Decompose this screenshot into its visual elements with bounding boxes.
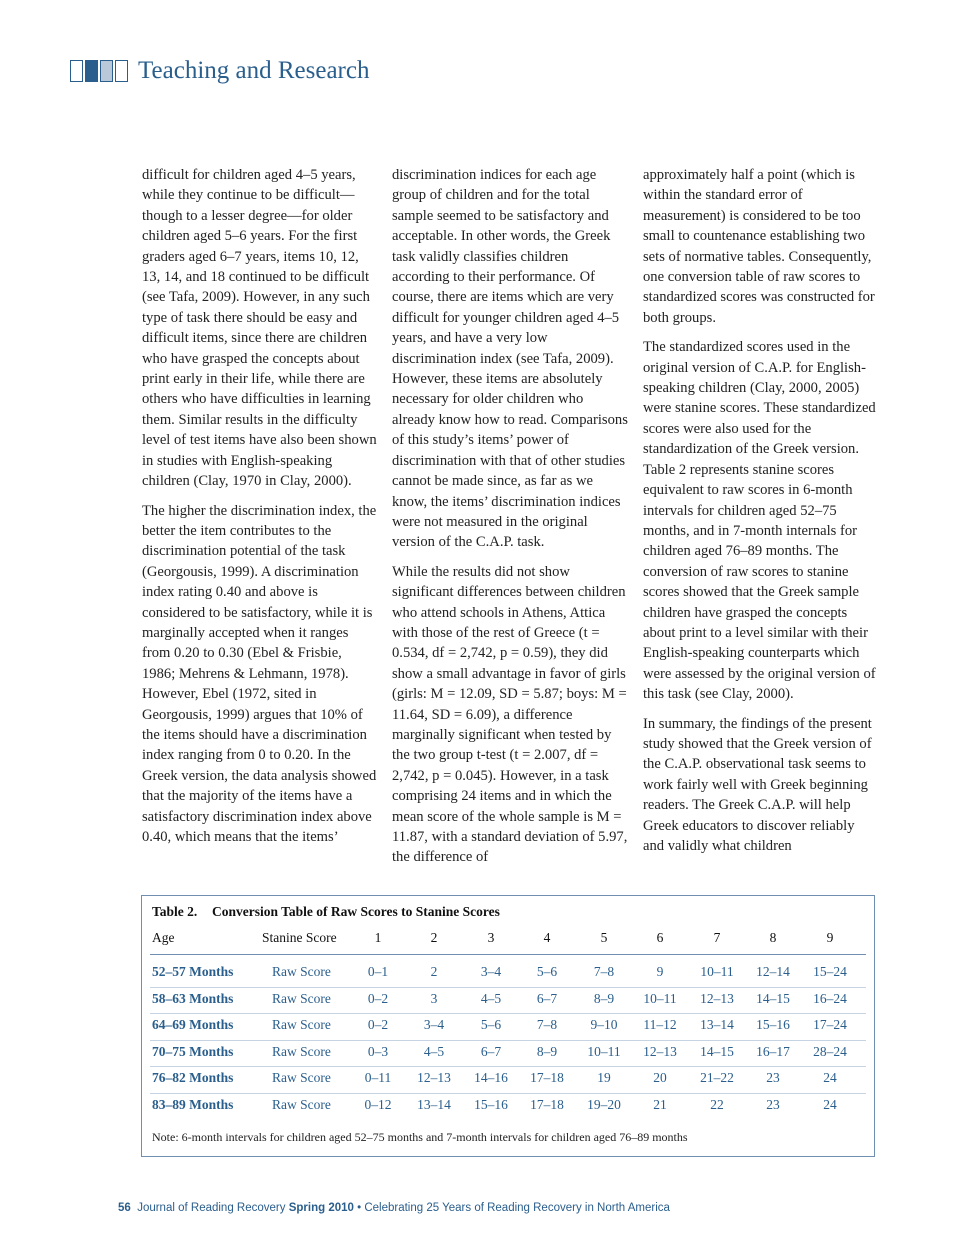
bullet: • xyxy=(357,1202,362,1214)
table-header-row xyxy=(142,930,874,952)
raw-score-cell: 6–7 xyxy=(536,990,558,1006)
journal-name: Journal of Reading Recovery xyxy=(137,1202,286,1214)
paragraph: difficult for children aged 4–5 years, while they continue to be difficult—though to a lesser degree—for older children aged 5–6 years. For the first graders aged 6–7 years, items 10, 12, 13, 14, and 18 continued to be difficult (see Tafa, 2009). However, in any such type of task there should be easy and difficult items, since there are children who have grasped the concepts about print early in their life, while there are others who have difficulties in learning them. Similar results in the difficulty level of test items have also been shown in studies with English-speaking children (Clay, 1970 in Clay, 2000). xyxy=(142,167,377,490)
header-stanine: Stanine Score xyxy=(262,930,337,945)
raw-score-cell: 17–18 xyxy=(530,1097,564,1112)
raw-score-cell: 2 xyxy=(430,964,438,979)
section-icon xyxy=(70,60,130,82)
header-stanine-value: 1 xyxy=(374,930,382,945)
paragraph: In summary, the findings of the present study showed that the Greek version of the C.A.P. observational task seems to work fairly well with Greek beginning readers. The Greek C.A.P. will help Greek educators to discover reliably and validly what children xyxy=(643,715,872,854)
table-row xyxy=(142,1070,874,1092)
row-age: 83–89 Months xyxy=(152,1097,234,1112)
header-stanine-value: 5 xyxy=(600,930,608,945)
row-divider xyxy=(150,987,866,988)
paragraph: approximately half a point (which is within the standard error of measurement) is considered to be too small to countenance establishing two sets of normative tables. Consequently, one conversion table of raw scores to standardized scores was constructed for both groups. xyxy=(643,167,875,326)
raw-score-cell: 0–3 xyxy=(367,1043,389,1059)
table-title: Conversion Table of Raw Scores to Stanine Scores xyxy=(212,904,500,919)
section-title: Teaching and Research xyxy=(138,57,370,84)
row-score-type: Raw Score xyxy=(272,1070,331,1086)
raw-score-cell: 0–12 xyxy=(364,1097,392,1112)
raw-score-cell: 10–11 xyxy=(587,1043,621,1059)
paragraph: discrimination indices for each age group of children and for the total sample seemed to be satisfactory and acceptable. In other words, the Greek task validly classifies children according to their performance. Of course, there are items which are very difficult for younger children aged 4–5 years, and have a very low discrimination index (see Tafa, 2009). However, these items are absolutely necessary for older children who already know how to read. Comparisons of this study’s items’ power of discrimination with that of other studies cannot be made since, as far as we know, the items’ discrimination indices were not measured in the original version of the C.A.P. task. xyxy=(392,167,628,551)
raw-score-cell: 16–17 xyxy=(756,1043,790,1059)
page-footer xyxy=(118,1202,670,1214)
header-stanine-value: 4 xyxy=(543,930,551,945)
raw-score-cell: 3–4 xyxy=(423,1017,445,1033)
raw-score-cell: 10–11 xyxy=(700,964,734,979)
table-note: Note: 6-month intervals for children aged 52–75 months and 7-month intervals for children aged 76–89 months xyxy=(152,1130,688,1144)
raw-score-cell: 12–13 xyxy=(643,1043,677,1059)
row-age: 52–57 Months xyxy=(152,964,234,979)
raw-score-cell: 3 xyxy=(430,990,438,1006)
raw-score-cell: 19–20 xyxy=(587,1097,621,1112)
raw-score-cell: 8–9 xyxy=(593,990,615,1006)
raw-score-cell: 12–13 xyxy=(417,1070,451,1086)
paragraph: The standardized scores used in the original version of C.A.P. for English-speaking children (Clay, 2000, 2005) were stanine scores. These standardized scores were also used for the standardization of the Greek version. Table 2 represents stanine scores equivalent to raw scores in 6-month intervals for children aged 52–75 months, and in 7-month internals for children aged 76–89 months. The conversion of raw scores to stanine scores showed that the Greek sample children have grasped the concepts about print to a level similar with their English-speaking counterparts which were assessed by the original version of this task (see Clay, 2000). xyxy=(643,339,876,703)
row-score-type: Raw Score xyxy=(272,1043,331,1059)
raw-score-cell: 21–22 xyxy=(700,1070,734,1086)
text-column-1 xyxy=(142,165,378,856)
header-stanine-value: 2 xyxy=(430,930,438,945)
tagline: Celebrating 25 Years of Reading Recovery in North America xyxy=(364,1202,670,1214)
raw-score-cell: 24 xyxy=(823,1097,837,1112)
raw-score-cell: 15–16 xyxy=(756,1017,790,1033)
paragraph: The higher the discrimination index, the better the item contributes to the discrimination potential of the task (Georgousis, 1999). A discrimination index rating 0.40 and above is considered to be satisfactory, while it is marginally accepted when it ranges from 0.20 to 0.30 (Ebel & Frisbie, 1986; Mehrens & Lehmann, 1978). However, Ebel (1972, sited in Georgousis, 1999) argues that 10% of the items should have a discrimination index ranging from 0 to 0.20. In the Greek version, the data analysis showed that the majority of the items have a satisfactory discrimination index above 0.40, which means that the items’ xyxy=(142,502,377,845)
raw-score-cell: 9–10 xyxy=(590,1017,618,1033)
raw-score-cell: 14–15 xyxy=(756,990,790,1006)
row-divider xyxy=(150,1093,866,1094)
header-stanine-value: 3 xyxy=(487,930,495,945)
raw-score-cell: 22 xyxy=(710,1097,724,1112)
raw-score-cell: 10–11 xyxy=(643,990,677,1006)
raw-score-cell: 4–5 xyxy=(423,1043,445,1059)
raw-score-cell: 9 xyxy=(656,964,664,979)
raw-score-cell: 16–24 xyxy=(813,990,847,1006)
text-column-3 xyxy=(643,165,879,865)
raw-score-cell: 8–9 xyxy=(536,1043,558,1059)
raw-score-cell: 0–1 xyxy=(367,964,389,979)
raw-score-cell: 5–6 xyxy=(480,1017,502,1033)
row-score-type: Raw Score xyxy=(272,990,331,1006)
issue: Spring 2010 xyxy=(288,1202,354,1214)
text-column-2 xyxy=(392,165,628,877)
table-row xyxy=(142,1097,874,1119)
table-caption xyxy=(152,904,500,920)
raw-score-cell: 17–18 xyxy=(530,1070,564,1086)
header-age: Age xyxy=(152,930,175,945)
row-score-type: Raw Score xyxy=(272,1097,331,1112)
raw-score-cell: 12–13 xyxy=(700,990,734,1006)
raw-score-cell: 3–4 xyxy=(480,964,502,979)
table-row xyxy=(142,991,874,1013)
table-label: Table 2. xyxy=(152,904,198,919)
row-age: 58–63 Months xyxy=(152,990,234,1006)
raw-score-cell: 21 xyxy=(653,1097,667,1112)
raw-score-cell: 19 xyxy=(597,1070,611,1086)
raw-score-cell: 15–24 xyxy=(813,964,847,979)
header-stanine-value: 8 xyxy=(769,930,777,945)
raw-score-cell: 14–16 xyxy=(474,1070,508,1086)
header-divider xyxy=(150,954,866,955)
row-divider xyxy=(150,1066,866,1067)
table-row xyxy=(142,964,874,986)
raw-score-cell: 20 xyxy=(653,1070,667,1086)
row-age: 76–82 Months xyxy=(152,1070,234,1086)
paragraph: While the results did not show significant differences between children who attend schools in Athens, Attica with those of the rest of Greece (t = 0.534, df = 2,742, p = 0.59), they did show a small advantage in favor of girls (girls: M = 12.09, SD = 5.87; boys: M = 11.64, SD = 6.09), a difference marginally significant when tested by the two group t-test (t = 2.007, df = 2,742, p = 0.045). However, in a task comprising 24 items and in which the mean score of the whole sample is M = 11.87, with a standard deviation of 5.97, the difference of xyxy=(392,563,628,866)
table-row xyxy=(142,1017,874,1039)
raw-score-cell: 12–14 xyxy=(756,964,790,979)
raw-score-cell: 7–8 xyxy=(536,1017,558,1033)
raw-score-cell: 28–24 xyxy=(813,1043,847,1059)
table-row xyxy=(142,1044,874,1066)
raw-score-cell: 17–24 xyxy=(813,1017,847,1033)
raw-score-cell: 13–14 xyxy=(700,1017,734,1033)
row-age: 64–69 Months xyxy=(152,1017,234,1033)
raw-score-cell: 0–2 xyxy=(367,1017,389,1033)
row-age: 70–75 Months xyxy=(152,1043,234,1059)
conversion-table xyxy=(141,895,875,1157)
raw-score-cell: 15–16 xyxy=(474,1097,508,1112)
row-divider xyxy=(150,1013,866,1014)
raw-score-cell: 6–7 xyxy=(480,1043,502,1059)
raw-score-cell: 0–11 xyxy=(364,1070,392,1086)
raw-score-cell: 13–14 xyxy=(417,1097,451,1112)
header-stanine-value: 6 xyxy=(656,930,664,945)
row-score-type: Raw Score xyxy=(272,1017,331,1033)
raw-score-cell: 14–15 xyxy=(700,1043,734,1059)
raw-score-cell: 5–6 xyxy=(536,964,558,979)
raw-score-cell: 11–12 xyxy=(643,1017,677,1033)
raw-score-cell: 24 xyxy=(823,1070,837,1086)
raw-score-cell: 23 xyxy=(766,1070,780,1086)
raw-score-cell: 23 xyxy=(766,1097,780,1112)
raw-score-cell: 7–8 xyxy=(593,964,615,979)
page-number: 56 xyxy=(118,1202,131,1214)
raw-score-cell: 0–2 xyxy=(367,990,389,1006)
row-divider xyxy=(150,1040,866,1041)
header-stanine-value: 9 xyxy=(826,930,834,945)
header-stanine-value: 7 xyxy=(713,930,721,945)
row-score-type: Raw Score xyxy=(272,964,331,979)
running-header xyxy=(70,56,369,86)
raw-score-cell: 4–5 xyxy=(480,990,502,1006)
